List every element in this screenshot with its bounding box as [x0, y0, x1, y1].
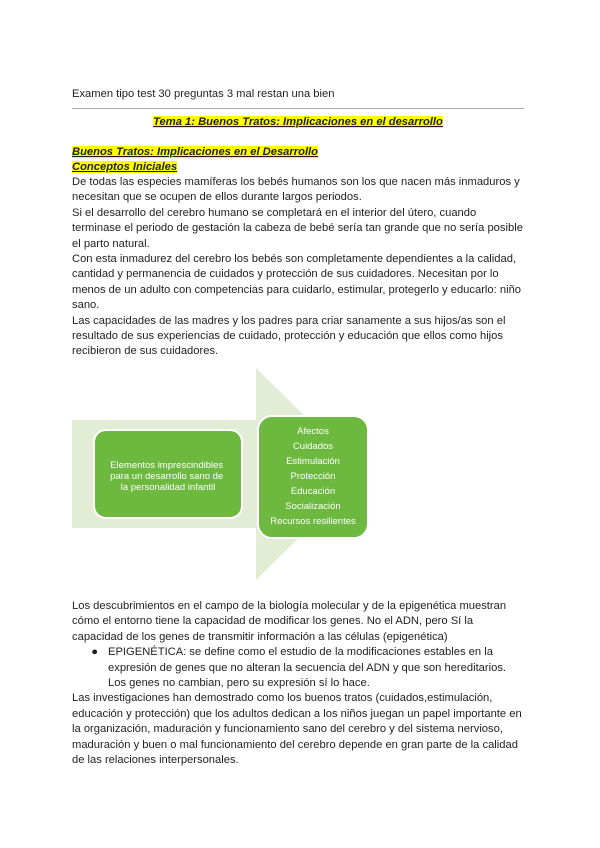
topic-title [72, 116, 524, 128]
epigenetics-intro: Los descubrimientos en el campo de la biología molecular y de la epigenética muestran cómo el entorno tiene la capacidad de modificar los genes. No el ADN, pero Sí la capacidad de los genes de transmitir información a las células (epigenética) [72, 600, 507, 643]
epigenetics-section [72, 599, 524, 768]
svg-text:Elementos imprescindibles: Elementos imprescindibles para un desarrollo sano de la personalidad infantil [110, 460, 224, 493]
diagram-item: Protección [290, 471, 336, 482]
diagram-svg [72, 368, 458, 580]
epigenetics-definition: EPIGENÉTICA: se define como el estudio de la modificaciones estables en la expresión de genes que no alteran la secuencia del ADN y que son hereditarios. Los genes no cambian, pero su expresión sí lo hace. [108, 646, 507, 690]
section-subheading: Conceptos Iniciales [72, 161, 178, 173]
process-diagram [72, 368, 458, 580]
diagram-item: Cuidados [292, 441, 334, 452]
paragraph-2: Si el desarrollo del cerebro humano se completará en el interior del útero, cuando terminase el periodo de gestación la cabeza de bebé sería tan grande que no sería posible el parto natural. [72, 206, 523, 250]
left-box-text: Elementos imprescindibles [110, 460, 224, 471]
paragraph-4: Las capacidades de las madres y los padres para criar sanamente a sus hijos/as son el resultado de sus experiencias de cuidado, protección y educación que ellos como hijos recibieron de sus cuidadores. [72, 314, 506, 358]
horizontal-divider [72, 108, 524, 109]
diagram-item: Educación [290, 486, 336, 497]
closing-paragraph: Las investigaciones han demostrado como los buenos tratos (cuidados,estimulación, educación y protección) que los adultos dedican a los niños juegan un papel importante en la organización, maduración y funcionamiento sano del cerebro y del sistema nervioso, maduración y buen o mal funcionamiento del cerebro depende en gran parte de la calidad de las relaciones interpersonales. [72, 692, 522, 767]
section-heading-block [72, 145, 318, 175]
paragraph-1: De todas las especies mamíferas los bebés humanos son los que nacen más inmaduros y necesitan que se ocupen de ellos durante largos periodos. [72, 176, 520, 204]
paragraph-3: Con esta inmadurez del cerebro los bebés son completamente dependientes a la calidad, cantidad y permanencia de cuidados y protección de sus cuidadores. Necesitan por lo menos de un adulto con competencias para cuidarlo, estimular, protegerlo y educarlo: niño sano. [72, 253, 522, 312]
topic-title-text: Tema 1: Buenos Tratos: Implicaciones en el desarrollo [153, 116, 443, 128]
diagram-item: Recursos resilientes [270, 516, 356, 527]
intro-paragraphs [72, 175, 524, 360]
diagram-item: Estimulación [286, 456, 340, 467]
section-heading: Buenos Tratos: Implicaciones en el Desarrollo [72, 146, 318, 158]
diagram-item: Socialización [285, 501, 341, 512]
list-item [72, 645, 524, 691]
bullet-icon: ● [91, 646, 98, 659]
diagram-item: Afectos [297, 426, 329, 437]
exam-note: Examen tipo test 30 preguntas 3 mal restan una bien [72, 88, 335, 100]
